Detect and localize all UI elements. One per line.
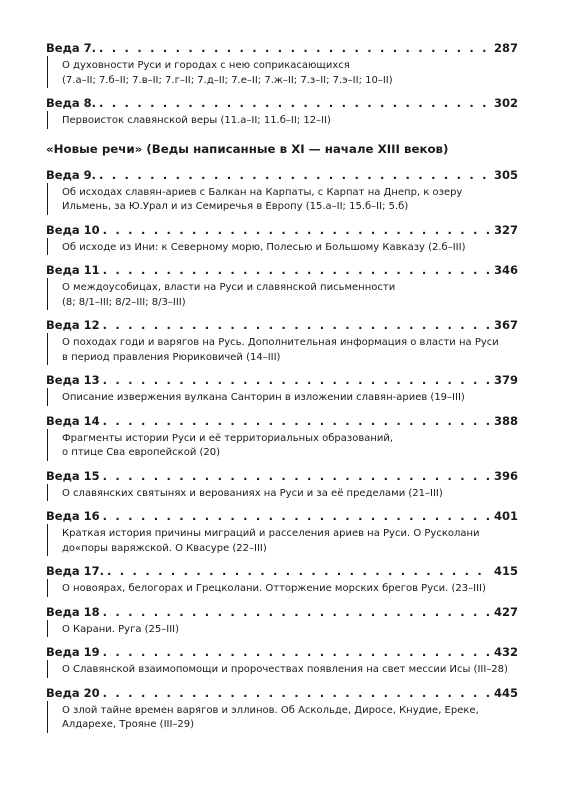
table-of-contents <box>46 40 518 740</box>
page-number: 415 <box>493 564 518 578</box>
toc-entry[interactable] <box>46 508 518 556</box>
toc-entry-header <box>46 95 518 111</box>
dot-leader <box>103 468 491 484</box>
entry-title: Веда 20 <box>46 685 100 700</box>
dot-leader <box>103 372 491 388</box>
toc-entry[interactable] <box>46 317 518 365</box>
description-line: до«поры варяжской. О Квасуре (22–III) <box>62 542 267 554</box>
page-number: 367 <box>493 318 518 332</box>
toc-list-top <box>46 40 518 129</box>
page-number: 327 <box>493 222 518 237</box>
toc-entry-header <box>46 167 518 183</box>
entry-description <box>47 579 518 597</box>
dot-leader <box>103 508 491 524</box>
toc-entry-header <box>46 222 518 238</box>
toc-entry[interactable] <box>46 222 518 256</box>
entry-title: Веда 10 <box>46 222 100 237</box>
description-line: О духовности Руси и городах с нею соприкасающихся <box>62 60 350 71</box>
entry-description <box>47 111 518 129</box>
description-line: О походах годи и варягов на Русь. Дополнительная информация о власти на Руси <box>62 337 499 348</box>
page-number: 432 <box>493 645 518 659</box>
entry-title: Веда 7. <box>46 41 96 55</box>
entry-title: Веда 13 <box>46 373 100 387</box>
toc-entry-header <box>46 644 518 660</box>
description-line: О Карани. Руга (25–III) <box>62 623 180 635</box>
description-line: Ильмень, за Ю.Урал и из Семиречья в Европу (15.а–II; 15.б–II; 5.б) <box>62 201 409 212</box>
toc-entry-header <box>46 413 518 429</box>
page-number: 427 <box>493 604 518 619</box>
entry-title: Веда 9. <box>46 167 96 182</box>
toc-entry-header <box>46 262 518 278</box>
page-number: 401 <box>493 509 518 523</box>
toc-entry[interactable] <box>46 468 518 502</box>
entry-title: Веда 8. <box>46 96 96 110</box>
page-number: 287 <box>493 41 518 55</box>
entry-description <box>47 56 518 88</box>
toc-entry[interactable] <box>46 262 518 310</box>
description-line: Об исходах славян-ариев с Балкан на Карпаты, с Карпат на Днепр, к озеру <box>62 186 463 198</box>
toc-entry[interactable] <box>46 413 518 461</box>
entry-description <box>47 524 518 556</box>
toc-entry[interactable] <box>46 644 518 678</box>
entry-description <box>47 238 518 256</box>
description-line: О Славянской взаимопомощи и пророчествах появления на свет мессии Исы (III–28) <box>62 664 508 675</box>
toc-entry-header <box>46 604 518 620</box>
dot-leader <box>99 167 491 183</box>
page-number: 388 <box>493 413 518 428</box>
toc-entry[interactable] <box>46 167 518 215</box>
dot-leader <box>103 262 491 278</box>
entry-description <box>47 333 518 365</box>
toc-list-bottom <box>46 167 518 733</box>
toc-entry-header <box>46 40 518 56</box>
toc-entry[interactable] <box>46 604 518 638</box>
toc-entry-header <box>46 317 518 333</box>
dot-leader <box>103 413 491 429</box>
entry-description <box>47 388 518 406</box>
entry-description <box>47 183 518 215</box>
description-line: Описание извержения вулкана Санторин в изложении славян-ариев (19–III) <box>62 392 465 403</box>
toc-entry-header <box>46 685 518 701</box>
description-line: (7.а–II; 7.б–II; 7.в–II; 7.г–II; 7.д–II; 7.е–II; 7.ж–II; 7.з–II; 7.э–II; 10–II) <box>62 74 393 86</box>
toc-entry-header <box>46 372 518 388</box>
entry-title: Веда 11 <box>46 263 100 277</box>
toc-entry[interactable] <box>46 95 518 129</box>
toc-entry[interactable] <box>46 685 518 733</box>
page-number: 346 <box>493 263 518 277</box>
entry-title: Веда 17. <box>46 564 104 578</box>
description-line: О злой тайне времен варягов и эллинов. Об Аскольде, Диросе, Кнудие, Ереке, <box>62 704 479 716</box>
entry-description <box>47 620 518 638</box>
toc-entry[interactable] <box>46 40 518 88</box>
description-line: Алдарехе, Трояне (III–29) <box>62 719 195 730</box>
entry-title: Веда 16 <box>46 509 100 523</box>
toc-entry-header <box>46 563 518 579</box>
description-line: Первоисток славянской веры (11.а–II; 11.б–II; 12–II) <box>62 115 331 126</box>
page-number: 379 <box>493 373 518 387</box>
dot-leader <box>99 40 491 56</box>
description-line: в период правления Рюриковичей (14–III) <box>62 351 281 363</box>
toc-entry-header <box>46 508 518 524</box>
description-line: О новоярах, белогорах и Грецколани. Отторжение морских брегов Руси. (23–III) <box>62 583 486 594</box>
page-number: 302 <box>493 96 518 110</box>
dot-leader <box>99 95 491 111</box>
description-line: Фрагменты истории Руси и её территориальных образований, <box>62 432 394 444</box>
description-line: (8; 8/1–III; 8/2–III; 8/3–III) <box>62 296 186 308</box>
entry-title: Веда 19 <box>46 645 100 659</box>
toc-entry[interactable] <box>46 372 518 406</box>
page-number: 445 <box>493 685 518 700</box>
dot-leader <box>103 604 491 620</box>
entry-title: Веда 18 <box>46 604 100 619</box>
entry-description <box>47 429 518 461</box>
description-line: Краткая история причины миграций и расселения ариев на Руси. О Русколани <box>62 528 480 539</box>
entry-title: Веда 15 <box>46 468 100 483</box>
toc-entry-header <box>46 468 518 484</box>
section-heading: «Новые речи» (Веды написанные в XI — начале XIII веков) <box>46 141 449 156</box>
entry-title: Веда 14 <box>46 413 100 428</box>
description-line: Об исходе из Ини: к Северному морю, Полесью и Большому Кавказу (2.б–III) <box>62 241 466 253</box>
entry-description <box>47 660 518 678</box>
entry-title: Веда 12 <box>46 318 100 332</box>
description-line: о птице Сва европейской (20) <box>62 447 221 458</box>
page-number: 396 <box>493 468 518 483</box>
dot-leader <box>103 685 491 701</box>
dot-leader <box>103 317 491 333</box>
entry-description <box>47 278 518 310</box>
dot-leader <box>107 563 491 579</box>
page-number: 305 <box>493 167 518 182</box>
entry-description <box>47 484 518 502</box>
description-line: О междоусобицах, власти на Руси и славянской письменности <box>62 282 396 293</box>
toc-entry[interactable] <box>46 563 518 597</box>
description-line: О славянских святынях и верованиях на Руси и за её пределами (21–III) <box>62 487 443 499</box>
dot-leader <box>103 222 491 238</box>
dot-leader <box>103 644 491 660</box>
entry-description <box>47 701 518 733</box>
